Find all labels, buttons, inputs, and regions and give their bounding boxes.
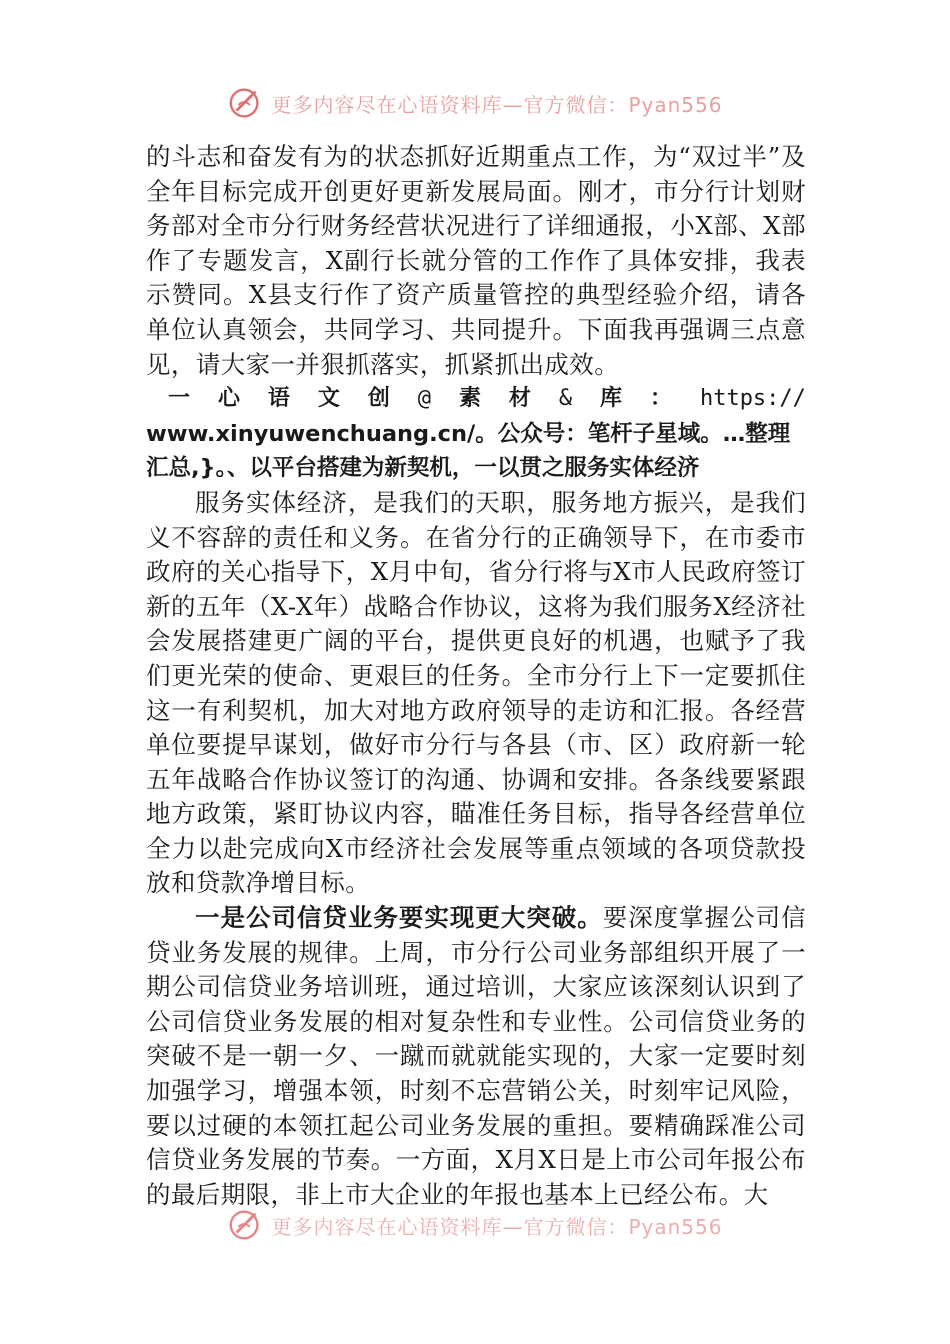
paragraph-lead: 一是公司信贷业务要实现更大突破。 — [195, 903, 603, 933]
watermark-text: 更多内容尽在心语资料库—官方微信：Pyan556 — [271, 92, 723, 117]
inline-watermark — [146, 382, 806, 486]
inline-watermark-line2: www.xinyuwenchuang.cn/。公众号：笔杆子星域。…整理汇总,}。、以平台搭建为新契机，一以贯之服务实体经济 — [146, 420, 791, 482]
watermark-text: 更多内容尽在心语资料库—官方微信：Pyan556 — [271, 1214, 723, 1239]
inline-watermark-line1: 一 心 语 文 创 @ 素 材 & 库 ： https:// — [168, 386, 806, 412]
paragraph — [146, 901, 806, 1212]
watermark-header — [0, 84, 950, 122]
paragraph: 的斗志和奋发有为的状态抓好近期重点工作，为“双过半”及全年目标完成开创更好更新发展局面。刚才，市分行计划财务部对全市分行财务经营状况进行了详细通报，小X部、X部作了专题发言，X副行长就分管的工作作了具体安排，我表示赞同。X县支行作了资产质量管控的典型经验介绍，请各单位认真领会，共同学习、共同提升。下面我再强调三点意见，请大家一并狠抓落实，抓紧抓出成效。 — [146, 142, 806, 379]
pen-logo-icon — [227, 84, 265, 122]
document-body — [146, 140, 806, 1212]
watermark-footer — [0, 1206, 950, 1244]
pen-logo-icon — [227, 1206, 265, 1244]
paragraph-text: 要深度掌握公司信贷业务发展的规律。上周，市分行公司业务部组织开展了一期公司信贷业务培训班，通过培训，大家应该深刻认识到了公司信贷业务发展的相对复杂性和专业性。公司信贷业务的突破不是一朝一夕、一蹴而就就能实现的，大家一定要时刻加强学习，增强本领，时刻不忘营销公关，时刻牢记风险，要以过硬的本领扛起公司业务发展的重担。要精确踩准公司信贷业务发展的节奏。一方面，X月X日是上市公司年报公布的最后期限，非上市大企业的年报也基本上已经公布。大 — [146, 903, 806, 1209]
paragraph: 服务实体经济，是我们的天职，服务地方振兴，是我们义不容辞的责任和义务。在省分行的正确领导下，在市委市政府的关心指导下，X月中旬，省分行将与X市人民政府签订新的五年（X-X年）战略合作协议，这将为我们服务X经济社会发展搭建更广阔的平台，提供更良好的机遇，也赋予了我们更光荣的使命、更艰巨的任务。全市分行上下一定要抓住这一有利契机，加大对地方政府领导的走访和汇报。各经营单位要提早谋划，做好市分行与各县（市、区）政府新一轮五年战略合作协议签订的沟通、协调和安排。各条线要紧跟地方政策，紧盯协议内容，瞄准任务目标，指导各经营单位全力以赴完成向X市经济社会发展等重点领域的各项贷款投放和贷款净增目标。 — [146, 487, 806, 898]
